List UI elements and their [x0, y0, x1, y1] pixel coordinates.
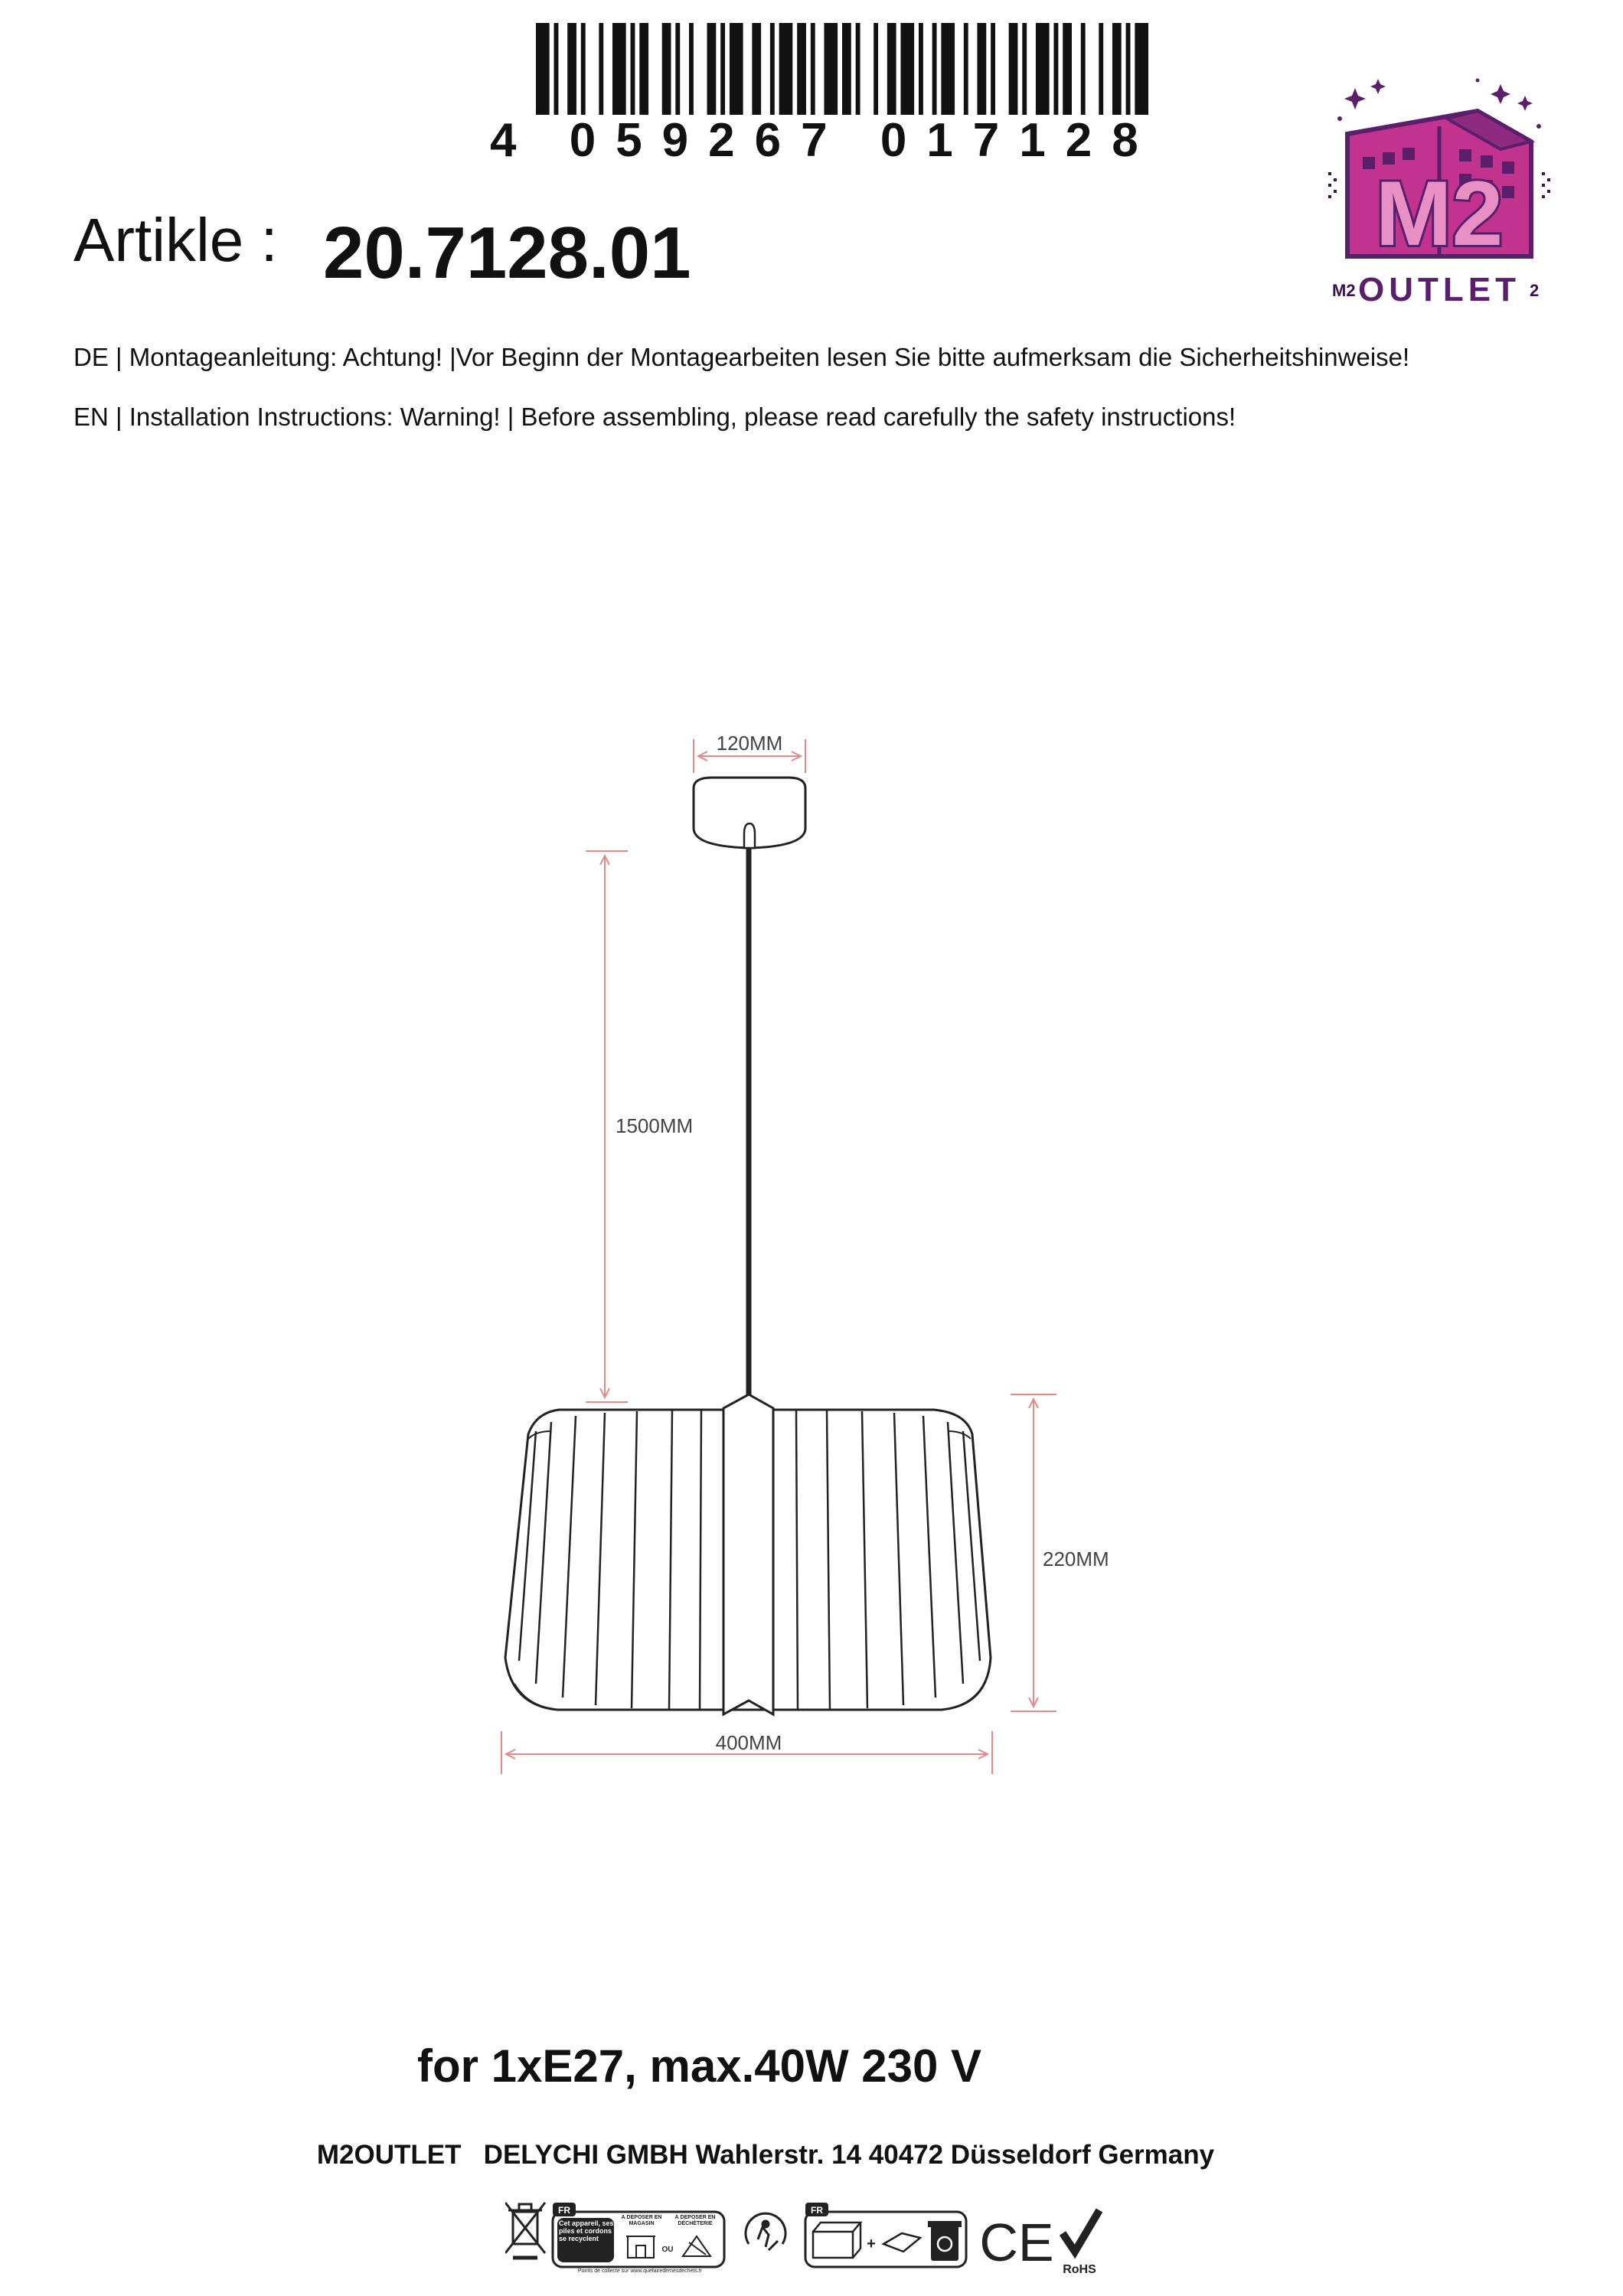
barcode-bar: [536, 23, 550, 115]
barcode-bar: [720, 23, 725, 115]
barcode-bar: [639, 23, 648, 115]
barcode-bar: [689, 23, 694, 115]
compliance-icons: [505, 2197, 1133, 2281]
pendant-lamp-drawing: [0, 689, 1623, 1799]
barcode-bar: [964, 23, 968, 115]
canopy-width-dimension: [694, 732, 805, 773]
packaging-recycling-box: [805, 2203, 966, 2267]
logo-m2-text: M2: [1375, 162, 1504, 265]
barcode-bar: [1036, 23, 1050, 115]
barcode-bar: [675, 23, 680, 115]
shade-height-dimension: [1011, 1394, 1109, 1711]
company-address: [0, 2140, 1623, 2170]
shade-width-dimension: [501, 1731, 992, 1774]
barcode-bar: [1126, 23, 1131, 115]
barcode-bar: [1081, 23, 1086, 115]
barcode-bar: [770, 23, 775, 115]
company-address-text: M2OUTLET DELYCHI GMBH Wahlerstr. 14 40472 Düsseldorf Germany: [316, 2140, 1215, 2170]
barcode-bar: [1099, 23, 1103, 115]
rohs-label: RoHS: [1063, 2263, 1096, 2276]
barcode-bar: [1009, 23, 1018, 115]
barcode-bar: [567, 23, 576, 115]
instruction-de: DE | Montageanleitung: Achtung! |Vor Beginn der Montagearbeiten lesen Sie bitte aufmerksam die Sicherheitshinweise!: [73, 343, 1410, 371]
barcode-bar: [797, 23, 806, 115]
barcode-bar: [874, 23, 878, 115]
shade-height-label: 220MM: [1043, 1548, 1109, 1570]
barcode-bar: [1112, 23, 1122, 115]
barcode-bar: [824, 23, 838, 115]
logo-outlet-text: OUTLET: [1358, 271, 1520, 308]
barcode-bar: [1022, 23, 1027, 115]
crossed-out-bin-icon: [505, 2203, 545, 2258]
article-label: Artikle :: [73, 206, 278, 274]
instruction-en: EN | Installation Instructions: Warning! | Before assembling, please read carefully the safety instructions!: [73, 403, 1236, 431]
barcode-bar: [811, 23, 815, 115]
triman-footer: Points de collecte sur www.quefairedemesdechets.fr: [577, 2268, 703, 2274]
triman-option-a: À DÉPOSER EN MAGASIN: [621, 2215, 662, 2226]
triman-or: OU: [661, 2245, 674, 2254]
shade-width-label: 400MM: [715, 1731, 782, 1754]
barcode-bar: [887, 23, 896, 115]
barcode-bar: [581, 23, 586, 115]
barcode-bar: [900, 23, 914, 115]
barcode-bar: [932, 23, 937, 115]
barcode-bar: [599, 23, 603, 115]
barcode-bar: [779, 23, 793, 115]
triman-country: FR: [558, 2205, 570, 2216]
m2-outlet-logo: [1324, 73, 1554, 318]
barcode-digits: 4 059267 017128: [490, 114, 1158, 167]
barcode-bar: [631, 23, 635, 115]
barcode-bar: [919, 23, 923, 115]
article-number: 20.7128.01: [323, 212, 691, 294]
pleated-lamp-shade: [505, 1394, 991, 1714]
triman-option-b: À DÉPOSER EN DÉCHÈTERIE: [674, 2215, 716, 2226]
barcode-bar: [707, 23, 717, 115]
barcode-bar: [612, 23, 626, 115]
recycling-bin-icon: [928, 2221, 962, 2261]
barcode-bar: [1063, 23, 1072, 115]
barcode-bar: [554, 23, 559, 115]
logo-sub-right: 2: [1530, 281, 1540, 300]
barcode-bar: [1053, 23, 1058, 115]
logo-sub-left: M2: [1332, 281, 1356, 300]
ceiling-canopy: [694, 778, 805, 848]
cable-length-dimension: [586, 851, 693, 1402]
triman-icon: [746, 2213, 785, 2250]
canopy-width-label: 120MM: [716, 732, 783, 755]
barcode-bar: [856, 23, 860, 115]
cable-length-label: 1500MM: [616, 1114, 694, 1137]
rohs-icon: [1063, 2210, 1099, 2276]
electrical-spec: for 1xE27, max.40W 230 V: [417, 2040, 982, 2092]
barcode-bar: [1135, 23, 1148, 115]
barcode-bar: [662, 23, 671, 115]
recycling-info-box: [553, 2203, 724, 2279]
packaging-country: FR: [811, 2205, 823, 2216]
barcode-bar: [752, 23, 761, 115]
barcode-bar: [977, 23, 986, 115]
barcode-bar: [842, 23, 851, 115]
barcode: [536, 23, 1148, 115]
barcode-bar: [941, 23, 955, 115]
packaging-plus: +: [867, 2236, 876, 2252]
barcode-bar: [730, 23, 743, 115]
triman-text: Cet appareil, ses piles et cordons se recyclent: [559, 2219, 614, 2242]
ce-mark: CE: [979, 2213, 1054, 2272]
barcode-bar: [991, 23, 995, 115]
